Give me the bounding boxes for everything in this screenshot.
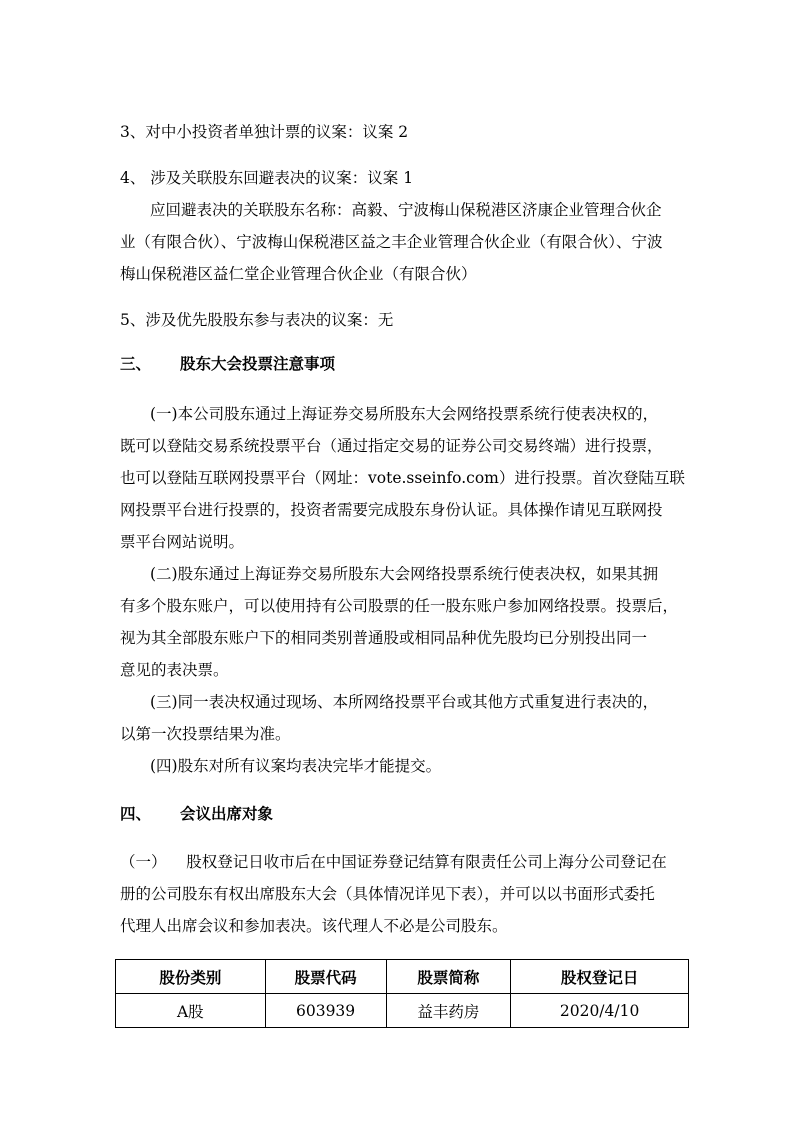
- table-header-row: [116, 960, 689, 994]
- section-4-title: 会议出席对象: [180, 805, 274, 823]
- section-4-para-1-line: 代理人出席会议和参加表决。该代理人不必是公司股东。: [120, 917, 508, 935]
- section-3-para-1-line: (一)本公司股东通过上海证券交易所股东大会网络投票系统行使表决权的，: [150, 405, 659, 423]
- section-3-para-1-line: 也可以登陆互联网投票平台（网址：vote.sseinfo.com）进行投票。首次登陆互联: [120, 469, 685, 487]
- item-4-detail-line: 应回避表决的关联股东名称：高毅、宁波梅山保税港区济康企业管理合伙企: [150, 201, 662, 219]
- table-header-cell: 股权登记日: [511, 960, 689, 994]
- table-header-cell: 股票代码: [265, 960, 386, 994]
- section-3-title: 股东大会投票注意事项: [180, 355, 336, 373]
- item-5: 5、涉及优先股股东参与表决的议案：无: [120, 311, 394, 329]
- table-header-cell: 股票简称: [386, 960, 511, 994]
- registration-table: [115, 959, 689, 1028]
- table-cell: A股: [116, 994, 266, 1028]
- table-cell: 603939: [265, 994, 386, 1028]
- section-3-para-2-line: (二)股东通过上海证券交易所股东大会网络投票系统行使表决权，如果其拥: [150, 565, 659, 583]
- section-3-para-1-line: 票平台网站说明。: [120, 533, 245, 551]
- section-3-para-2-line: 有多个股东账户，可以使用持有公司股票的任一股东账户参加网络投票。投票后，: [120, 597, 679, 615]
- section-3-para-2-line: 视为其全部股东账户下的相同类别普通股或相同品种优先股均已分别投出同一: [120, 629, 648, 647]
- section-3-para-1-line: 既可以登陆交易系统投票平台（通过指定交易的证券公司交易终端）进行投票，: [120, 437, 663, 455]
- section-3-para-1-line: 网投票平台进行投票的，投资者需要完成股东身份认证。具体操作请见互联网投: [120, 501, 663, 519]
- section-3-number: 三、: [120, 355, 152, 373]
- section-3-para-3-line: (三)同一表决权通过现场、本所网络投票平台或其他方式重复进行表决的，: [150, 693, 659, 711]
- section-4-para-1-line: （一） 股权登记日收市后在中国证券登记结算有限责任公司上海分公司登记在: [120, 853, 667, 871]
- table-row: [116, 994, 689, 1028]
- item-4: 4、 涉及关联股东回避表决的议案：议案 1: [120, 169, 414, 187]
- item-3: 3、对中小投资者单独计票的议案：议案 2: [120, 123, 409, 141]
- table-cell: 2020/4/10: [511, 994, 689, 1028]
- item-4-detail-line: 梅山保税港区益仁堂企业管理合伙企业（有限合伙）: [120, 265, 477, 283]
- table-cell: 益丰药房: [386, 994, 511, 1028]
- section-3-para-4: (四)股东对所有议案均表决完毕才能提交。: [150, 757, 442, 775]
- table-header-cell: 股份类别: [116, 960, 266, 994]
- section-4-number: 四、: [120, 805, 152, 823]
- section-3-para-3-line: 以第一次投票结果为准。: [120, 725, 291, 743]
- section-4-para-1-line: 册的公司股东有权出席股东大会（具体情况详见下表），并可以以书面形式委托: [120, 885, 655, 903]
- item-4-detail-line: 业（有限合伙）、宁波梅山保税港区益之丰企业管理合伙企业（有限合伙）、宁波: [120, 233, 663, 251]
- section-3-para-2-line: 意见的表决票。: [120, 661, 229, 679]
